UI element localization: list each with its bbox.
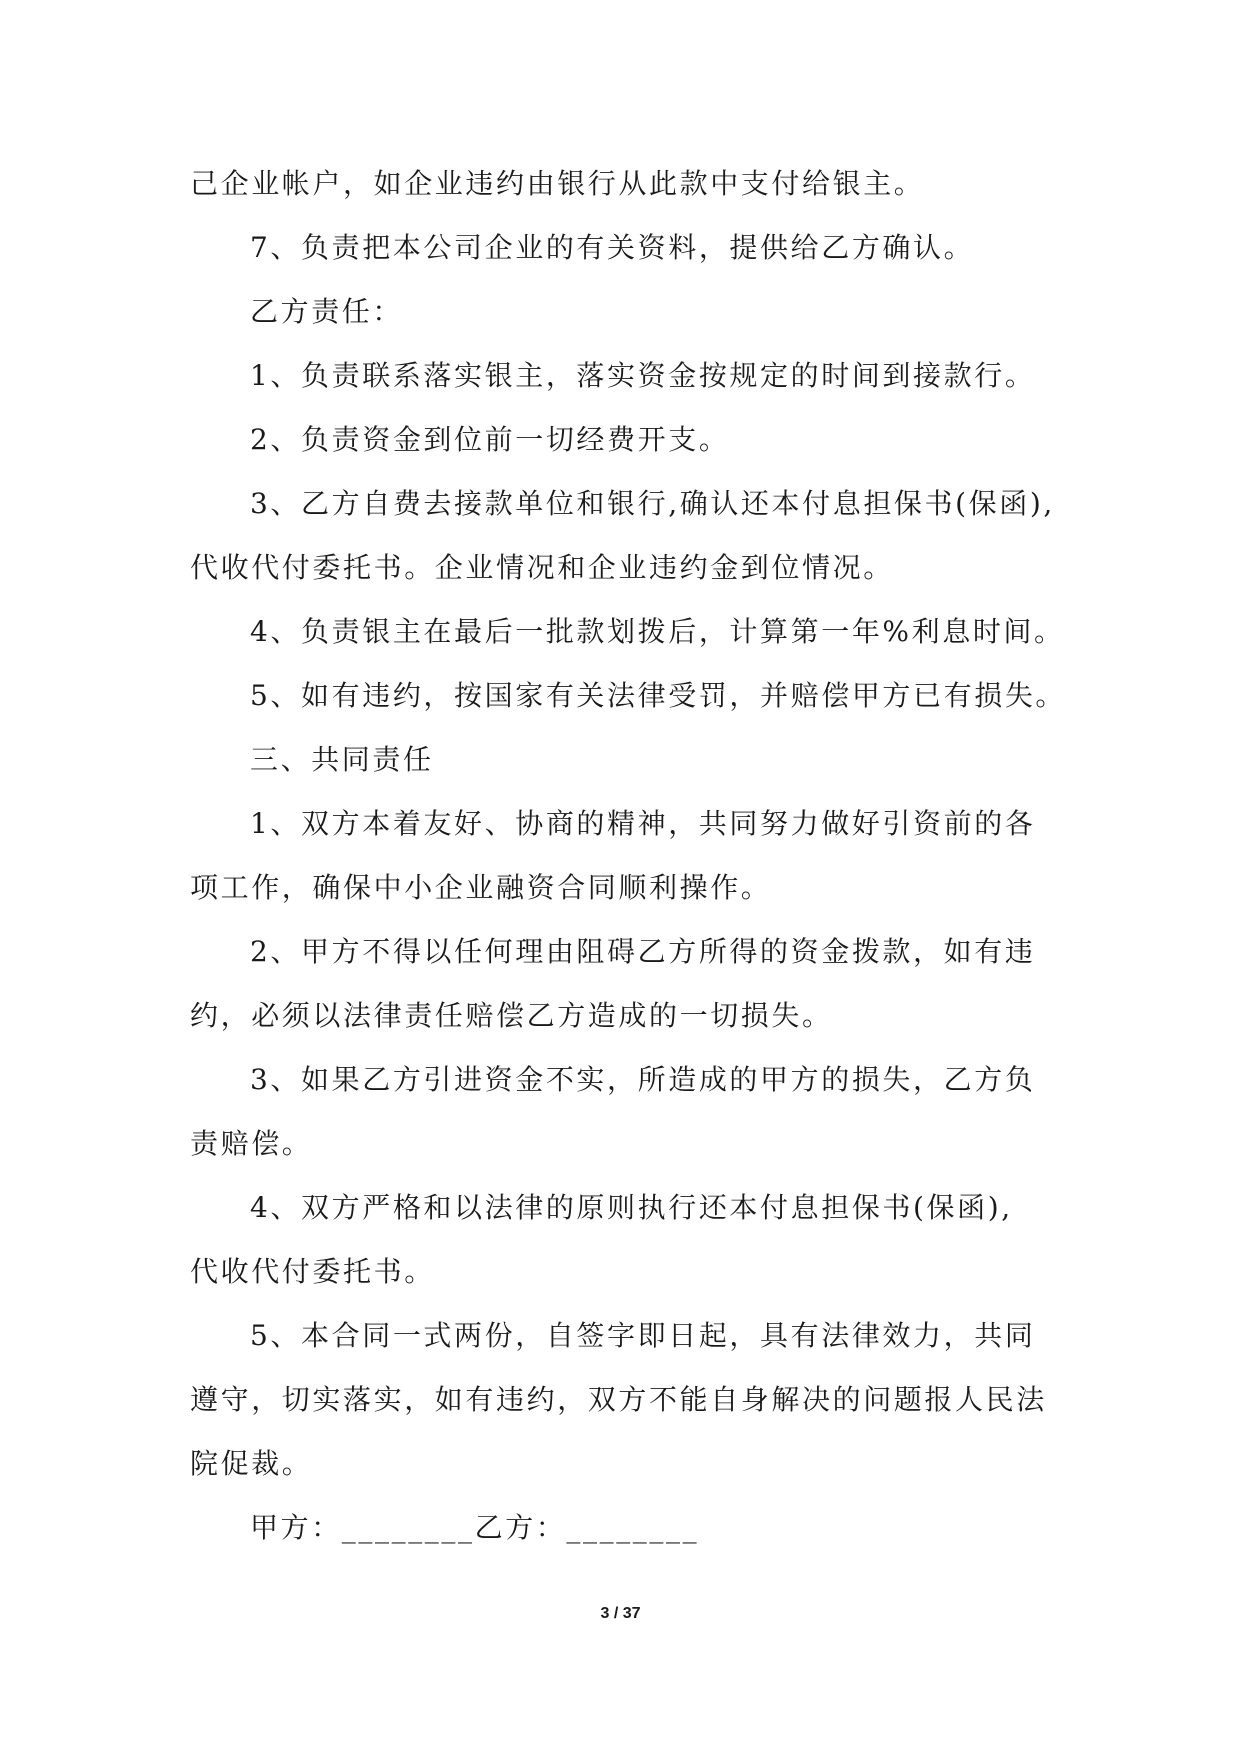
paragraph-line: 7、负责把本公司企业的有关资料，提供给乙方确认。	[250, 231, 975, 264]
section-heading: 乙方责任：	[250, 295, 404, 328]
paragraph-line: 1、双方本着友好、协商的精神，共同努力做好引资前的各	[250, 807, 1036, 840]
paragraph-line: 4、负责银主在最后一批款划拨后，计算第一年%利息时间。	[250, 615, 1065, 648]
signature-line: 甲方：________乙方：________	[250, 1511, 700, 1544]
section-heading: 三、共同责任	[250, 743, 434, 776]
paragraph-line: 2、甲方不得以任何理由阻碍乙方所得的资金拨款，如有违	[250, 935, 1036, 968]
paragraph-line: 3、如果乙方引进资金不实，所造成的甲方的损失，乙方负	[250, 1063, 1036, 1096]
paragraph-line: 责赔偿。	[190, 1127, 313, 1160]
document-body	[190, 152, 1070, 1560]
paragraph-line: 5、本合同一式两份，自签字即日起，具有法律效力，共同	[250, 1319, 1036, 1352]
paragraph-line: 遵守，切实落实，如有违约，双方不能自身解决的问题报人民法	[190, 1383, 1047, 1416]
paragraph-line: 代收代付委托书。企业情况和企业违约金到位情况。	[190, 551, 894, 584]
page-number: 3 / 37	[600, 1605, 641, 1622]
paragraph-line: 项工作，确保中小企业融资合同顺利操作。	[190, 871, 772, 904]
paragraph-line: 4、双方严格和以法律的原则执行还本付息担保书(保函),	[250, 1191, 1013, 1224]
paragraph-line: 5、如有违约，按国家有关法律受罚，并赔偿甲方已有损失。	[250, 679, 1067, 712]
paragraph-line: 己企业帐户，如企业违约由银行从此款中支付给银主。	[190, 167, 925, 200]
paragraph-line: 1、负责联系落实银主，落实资金按规定的时间到接款行。	[250, 359, 1036, 392]
paragraph-line: 2、负责资金到位前一切经费开支。	[250, 423, 730, 456]
paragraph-line: 代收代付委托书。	[190, 1255, 435, 1288]
paragraph-line: 3、乙方自费去接款单位和银行,确认还本付息担保书(保函),	[250, 487, 1055, 520]
paragraph-line: 院促裁。	[190, 1447, 313, 1480]
paragraph-line: 约，必须以法律责任赔偿乙方造成的一切损失。	[190, 999, 833, 1032]
